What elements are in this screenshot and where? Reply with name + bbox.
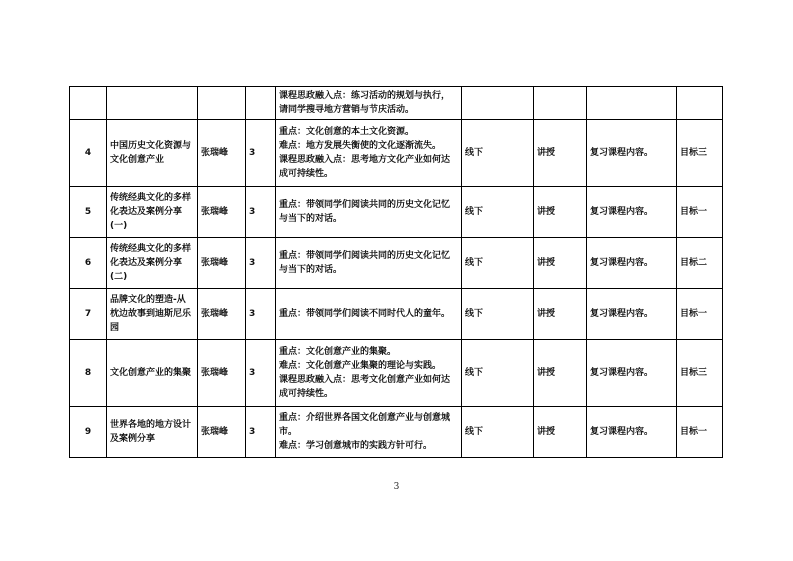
content-line: 重点：文化创意产业的集聚。 [279,347,397,357]
assignment-cell [587,87,677,120]
hours-cell: 3 [246,238,276,289]
course-goal-cell: 目标三 [677,340,723,407]
teaching-method-cell: 讲授 [534,407,587,458]
teacher-cell: 张瑞峰 [198,120,246,187]
content-line: 重点：介绍世界各国文化创意产业与创意城市。 [279,413,451,437]
content-line: 重点：文化创意的本土文化资源。 [279,127,415,137]
course-goal-cell [677,87,723,120]
teaching-mode-cell: 线下 [462,289,534,340]
table-row [70,340,723,407]
teaching-method-cell: 讲授 [534,238,587,289]
content-cell [276,87,462,120]
teacher-cell: 张瑞峰 [198,340,246,407]
teaching-mode-cell: 线下 [462,340,534,407]
assignment-cell: 复习课程内容。 [587,120,677,187]
content-line: 重点：带领同学们阅读共同的历史文化记忆与当下的对话。 [279,200,451,224]
topic-cell: 中国历史文化资源与文化创意产业 [107,120,198,187]
content-cell [276,120,462,187]
content-line: 难点：地方发展失衡使的文化逐渐流失。 [279,141,442,151]
topic-cell [107,87,198,120]
teaching-method-cell [534,87,587,120]
topic-cell: 传统经典文化的多样化表达及案例分享(一) [107,187,198,238]
topic-cell: 传统经典文化的多样化表达及案例分享(二) [107,238,198,289]
session-number-cell [70,87,107,120]
table-row [70,289,723,340]
teaching-method-cell: 讲授 [534,120,587,187]
assignment-cell: 复习课程内容。 [587,340,677,407]
content-line: 课程思政融入点：思考地方文化产业如何达成可持续性。 [279,155,451,179]
teaching-mode-cell [462,87,534,120]
teaching-mode-cell: 线下 [462,120,534,187]
assignment-cell: 复习课程内容。 [587,289,677,340]
hours-cell: 3 [246,289,276,340]
table-row [70,120,723,187]
hours-cell: 3 [246,120,276,187]
session-number-cell: 9 [70,407,107,458]
hours-cell [246,87,276,120]
course-goal-cell: 目标一 [677,407,723,458]
teacher-cell [198,87,246,120]
content-line: 重点：带领同学们阅读不同时代人的童年。 [279,309,451,319]
session-number-cell: 5 [70,187,107,238]
course-goal-cell: 目标三 [677,120,723,187]
course-goal-cell: 目标一 [677,289,723,340]
course-goal-cell: 目标一 [677,187,723,238]
content-cell [276,289,462,340]
content-cell [276,238,462,289]
session-number-cell: 6 [70,238,107,289]
teaching-method-cell: 讲授 [534,289,587,340]
course-schedule-table [69,86,723,458]
teaching-mode-cell: 线下 [462,407,534,458]
teacher-cell: 张瑞峰 [198,187,246,238]
hours-cell: 3 [246,340,276,407]
table-row [70,87,723,120]
teaching-mode-cell: 线下 [462,238,534,289]
assignment-cell: 复习课程内容。 [587,187,677,238]
assignment-cell: 复习课程内容。 [587,238,677,289]
table-row [70,187,723,238]
session-number-cell: 7 [70,289,107,340]
content-line: 重点：带领同学们阅读共同的历史文化记忆与当下的对话。 [279,251,451,275]
content-line: 课程思政融入点：思考文化创意产业如何达成可持续性。 [279,375,451,399]
session-number-cell: 4 [70,120,107,187]
table-row [70,407,723,458]
course-goal-cell: 目标二 [677,238,723,289]
teacher-cell: 张瑞峰 [198,289,246,340]
teaching-method-cell: 讲授 [534,340,587,407]
content-line: 难点：学习创意城市的实践方针可行。 [279,441,433,451]
assignment-cell: 复习课程内容。 [587,407,677,458]
content-cell [276,407,462,458]
teaching-method-cell: 讲授 [534,187,587,238]
content-line: 难点：文化创意产业集聚的理论与实践。 [279,361,442,371]
content-cell [276,187,462,238]
table-row [70,238,723,289]
teaching-mode-cell: 线下 [462,187,534,238]
hours-cell: 3 [246,187,276,238]
session-number-cell: 8 [70,340,107,407]
topic-cell: 世界各地的地方设计及案例分享 [107,407,198,458]
teacher-cell: 张瑞峰 [198,407,246,458]
topic-cell: 文化创意产业的集聚 [107,340,198,407]
content-line: 课程思政融入点：练习活动的规划与执行，请同学搜寻地方营销与节庆活动。 [279,91,451,115]
page-number: 3 [393,482,400,492]
topic-cell: 品牌文化的塑造-从枕边故事到迪斯尼乐园 [107,289,198,340]
hours-cell: 3 [246,407,276,458]
teacher-cell: 张瑞峰 [198,238,246,289]
content-cell [276,340,462,407]
